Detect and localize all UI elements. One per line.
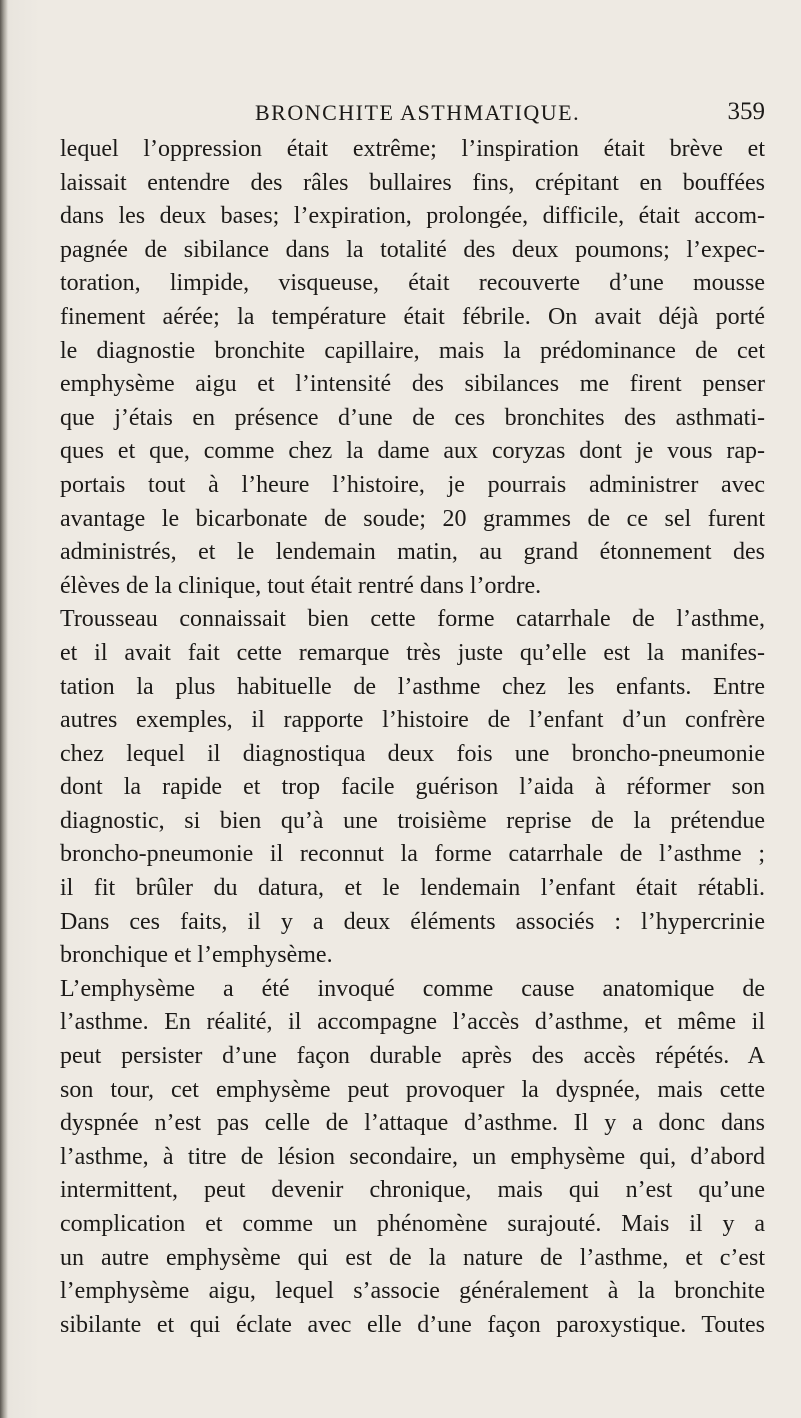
page-number: 359 (727, 98, 765, 125)
text-line: le diagnostie bronchite capillaire, mais la prédominance de cet (60, 337, 765, 364)
text-line: lequel l’oppression était extrême; l’inspiration était brève et (60, 136, 765, 162)
text-line: dans les deux bases; l’expiration, prolongée, difficile, était accom- (60, 203, 765, 230)
text-line: l’emphysème aigu, lequel s’associe généralement à la bronchite (60, 1278, 765, 1305)
text-line: emphysème aigu et l’intensité des sibilances me firent penser (60, 371, 765, 398)
paragraph-first-line: L’emphysème a été invoqué comme cause anatomique de (60, 975, 765, 1002)
text-line: broncho-pneumonie il reconnut la forme catarrhale de l’asthme ; (60, 841, 765, 868)
text-line: administrés, et le lendemain matin, au grand étonnement des (60, 539, 765, 566)
text-line: diagnostic, si bien qu’à une troisième reprise de la prétendue (60, 807, 765, 834)
text-line: l’asthme, à titre de lésion secondaire, un emphysème qui, d’abord (60, 1143, 765, 1170)
text-line: autres exemples, il rapporte l’histoire de l’enfant d’un confrère (60, 707, 765, 734)
text-line: intermittent, peut devenir chronique, mais qui n’est qu’une (60, 1177, 765, 1204)
text-line: sibilante et qui éclate avec elle d’une façon paroxystique. Toutes (60, 1311, 765, 1338)
text-line: chez lequel il diagnostiqua deux fois une broncho-pneumonie (60, 740, 765, 767)
text-line: il fit brûler du datura, et le lendemain l’enfant était rétabli. (60, 875, 765, 902)
paragraph-first-line: Trousseau connaissait bien cette forme catarrhale de l’asthme, (60, 606, 765, 633)
text-line: l’asthme. En réalité, il accompagne l’accès d’asthme, et même il (60, 1009, 765, 1036)
text-line: peut persister d’une façon durable après des accès répétés. A (60, 1043, 765, 1070)
text-line: pagnée de sibilance dans la totalité des deux poumons; l’expec- (60, 236, 765, 263)
text-line: portais tout à l’heure l’histoire, je pourrais administrer avec (60, 471, 765, 498)
text-line: Dans ces faits, il y a deux éléments associés : l’hypercrinie (60, 908, 765, 935)
body-text (60, 133, 765, 1342)
text-line: élèves de la clinique, tout était rentré dans l’ordre. (60, 572, 542, 599)
text-line: que j’étais en présence d’une de ces bronchites des asthmati- (60, 404, 765, 431)
text-line: finement aérée; la température était fébrile. On avait déjà porté (60, 303, 765, 330)
text-line: ques et que, comme chez la dame aux coryzas dont je vous rap- (60, 438, 765, 465)
text-line: complication et comme un phénomène surajouté. Mais il y a (60, 1211, 765, 1237)
text-line: bronchique et l’emphysème. (60, 942, 333, 969)
text-line: toration, limpide, visqueuse, était recouverte d’une mousse (60, 270, 765, 297)
text-line: son tour, cet emphysème peut provoquer la dyspnée, mais cette (60, 1076, 765, 1103)
text-line: et il avait fait cette remarque très juste qu’elle est la manifes- (60, 639, 765, 666)
running-head (60, 100, 765, 132)
text-line: dont la rapide et trop facile guérison l’aida à réformer son (60, 774, 765, 801)
text-line: un autre emphysème qui est de la nature de l’asthme, et c’est (60, 1244, 765, 1271)
text-line: tation la plus habituelle de l’asthme chez les enfants. Entre (60, 673, 765, 700)
running-title: BRONCHITE ASTHMATIQUE. (255, 100, 581, 125)
text-line: avantage le bicarbonate de soude; 20 grammes de ce sel furent (60, 505, 765, 532)
text-line: laissait entendre des râles bullaires fins, crépitant en bouffées (60, 169, 765, 196)
text-line: dyspnée n’est pas celle de l’attaque d’asthme. Il y a donc dans (60, 1110, 765, 1137)
page-spine-shadow (0, 0, 8, 1418)
